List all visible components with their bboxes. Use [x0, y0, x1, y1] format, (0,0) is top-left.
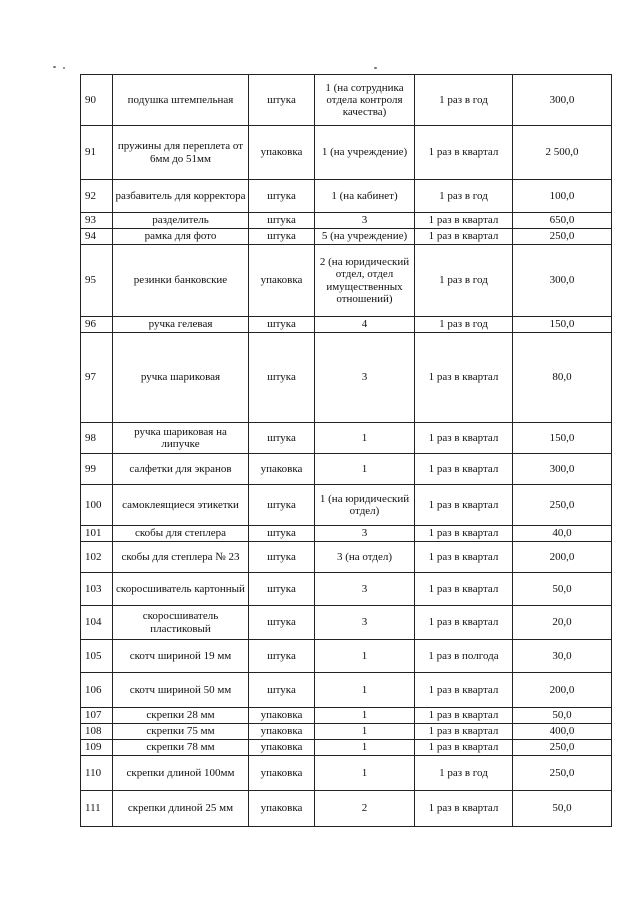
cell-period: 1 раз в квартал: [415, 526, 513, 542]
cell-period: 1 раз в квартал: [415, 126, 513, 180]
cell-period: 1 раз в полгода: [415, 640, 513, 673]
cell-price: 200,0: [513, 673, 612, 708]
cell-item-name: скотч шириной 19 мм: [113, 640, 249, 673]
cell-period: 1 раз в квартал: [415, 791, 513, 827]
cell-quantity: 1: [315, 724, 415, 740]
cell-period: 1 раз в год: [415, 245, 513, 317]
cell-period: 1 раз в квартал: [415, 542, 513, 573]
cell-number: 102: [81, 542, 113, 573]
cell-number: 91: [81, 126, 113, 180]
cell-item-name: скрепки 28 мм: [113, 708, 249, 724]
cell-quantity: 1 (на юридический отдел): [315, 485, 415, 526]
cell-quantity: 3: [315, 573, 415, 606]
cell-item-name: скобы для степлера № 23: [113, 542, 249, 573]
cell-period: 1 раз в квартал: [415, 333, 513, 423]
cell-price: 300,0: [513, 75, 612, 126]
cell-number: 107: [81, 708, 113, 724]
scan-speck: [374, 67, 377, 69]
cell-item-name: ручка шариковая на липучке: [113, 423, 249, 454]
cell-unit: упаковка: [249, 791, 315, 827]
cell-period: 1 раз в квартал: [415, 740, 513, 756]
cell-item-name: разбавитель для корректора: [113, 180, 249, 213]
table-row: [81, 606, 612, 640]
table-row: [81, 791, 612, 827]
cell-unit: штука: [249, 317, 315, 333]
table-row: [81, 526, 612, 542]
cell-unit: штука: [249, 423, 315, 454]
table-row: [81, 673, 612, 708]
cell-period: 1 раз в квартал: [415, 673, 513, 708]
cell-unit: штука: [249, 213, 315, 229]
cell-period: 1 раз в год: [415, 75, 513, 126]
cell-price: 50,0: [513, 573, 612, 606]
cell-quantity: 5 (на учреждение): [315, 229, 415, 245]
cell-item-name: скотч шириной 50 мм: [113, 673, 249, 708]
cell-quantity: 3: [315, 333, 415, 423]
table-row: [81, 708, 612, 724]
table-row: [81, 317, 612, 333]
cell-price: 300,0: [513, 454, 612, 485]
cell-quantity: 3: [315, 526, 415, 542]
cell-unit: штука: [249, 526, 315, 542]
table-row: [81, 485, 612, 526]
cell-number: 106: [81, 673, 113, 708]
scan-speck: [63, 67, 65, 69]
cell-unit: штука: [249, 606, 315, 640]
cell-unit: упаковка: [249, 245, 315, 317]
cell-price: 20,0: [513, 606, 612, 640]
cell-number: 108: [81, 724, 113, 740]
cell-item-name: резинки банковские: [113, 245, 249, 317]
cell-price: 250,0: [513, 740, 612, 756]
cell-period: 1 раз в квартал: [415, 573, 513, 606]
cell-item-name: скобы для степлера: [113, 526, 249, 542]
cell-quantity: 1: [315, 708, 415, 724]
cell-number: 101: [81, 526, 113, 542]
cell-period: 1 раз в год: [415, 756, 513, 791]
cell-unit: штука: [249, 75, 315, 126]
cell-price: 50,0: [513, 708, 612, 724]
cell-period: 1 раз в квартал: [415, 708, 513, 724]
cell-number: 98: [81, 423, 113, 454]
cell-unit: упаковка: [249, 724, 315, 740]
table-row: [81, 740, 612, 756]
cell-item-name: скоросшиватель картонный: [113, 573, 249, 606]
cell-item-name: скоросшиватель пластиковый: [113, 606, 249, 640]
cell-number: 97: [81, 333, 113, 423]
table-row: [81, 75, 612, 126]
cell-item-name: скрепки длиной 25 мм: [113, 791, 249, 827]
cell-price: 200,0: [513, 542, 612, 573]
cell-number: 110: [81, 756, 113, 791]
cell-item-name: пружины для переплета от 6мм до 51мм: [113, 126, 249, 180]
table-row: [81, 542, 612, 573]
cell-unit: упаковка: [249, 740, 315, 756]
cell-item-name: скрепки длиной 100мм: [113, 756, 249, 791]
cell-quantity: 1 (на кабинет): [315, 180, 415, 213]
cell-quantity: 3: [315, 606, 415, 640]
cell-number: 95: [81, 245, 113, 317]
cell-unit: штука: [249, 640, 315, 673]
cell-item-name: ручка шариковая: [113, 333, 249, 423]
table-row: [81, 126, 612, 180]
cell-number: 111: [81, 791, 113, 827]
cell-quantity: 1: [315, 756, 415, 791]
cell-quantity: 1 (на учреждение): [315, 126, 415, 180]
cell-unit: штука: [249, 542, 315, 573]
cell-period: 1 раз в квартал: [415, 724, 513, 740]
cell-quantity: 4: [315, 317, 415, 333]
cell-period: 1 раз в год: [415, 317, 513, 333]
cell-number: 104: [81, 606, 113, 640]
table-row: [81, 640, 612, 673]
cell-price: 250,0: [513, 756, 612, 791]
cell-quantity: 2 (на юридический отдел, отдел имущественных отношений): [315, 245, 415, 317]
cell-quantity: 1: [315, 740, 415, 756]
cell-number: 100: [81, 485, 113, 526]
scan-speck: [53, 66, 56, 68]
cell-price: 100,0: [513, 180, 612, 213]
cell-quantity: 3 (на отдел): [315, 542, 415, 573]
cell-quantity: 1: [315, 454, 415, 485]
table-row: [81, 180, 612, 213]
cell-item-name: скрепки 78 мм: [113, 740, 249, 756]
cell-number: 103: [81, 573, 113, 606]
cell-quantity: 2: [315, 791, 415, 827]
cell-period: 1 раз в квартал: [415, 606, 513, 640]
cell-period: 1 раз в квартал: [415, 423, 513, 454]
cell-unit: упаковка: [249, 756, 315, 791]
cell-number: 93: [81, 213, 113, 229]
cell-price: 250,0: [513, 485, 612, 526]
cell-price: 2 500,0: [513, 126, 612, 180]
cell-unit: упаковка: [249, 454, 315, 485]
cell-item-name: подушка штемпельная: [113, 75, 249, 126]
cell-number: 105: [81, 640, 113, 673]
cell-quantity: 1 (на сотрудника отдела контроля качества): [315, 75, 415, 126]
cell-quantity: 1: [315, 673, 415, 708]
cell-item-name: разделитель: [113, 213, 249, 229]
cell-number: 92: [81, 180, 113, 213]
cell-price: 150,0: [513, 423, 612, 454]
table-body: [81, 75, 612, 827]
cell-quantity: 1: [315, 423, 415, 454]
table-row: [81, 573, 612, 606]
cell-price: 80,0: [513, 333, 612, 423]
cell-price: 250,0: [513, 229, 612, 245]
cell-price: 50,0: [513, 791, 612, 827]
cell-item-name: ручка гелевая: [113, 317, 249, 333]
table-row: [81, 423, 612, 454]
cell-item-name: рамка для фото: [113, 229, 249, 245]
cell-price: 650,0: [513, 213, 612, 229]
cell-number: 90: [81, 75, 113, 126]
table-row: [81, 756, 612, 791]
cell-period: 1 раз в год: [415, 180, 513, 213]
cell-number: 94: [81, 229, 113, 245]
cell-number: 109: [81, 740, 113, 756]
cell-item-name: салфетки для экранов: [113, 454, 249, 485]
cell-unit: штука: [249, 573, 315, 606]
cell-item-name: скрепки 75 мм: [113, 724, 249, 740]
cell-number: 99: [81, 454, 113, 485]
cell-unit: штука: [249, 180, 315, 213]
cell-period: 1 раз в квартал: [415, 454, 513, 485]
cell-unit: упаковка: [249, 126, 315, 180]
table-row: [81, 454, 612, 485]
cell-price: 400,0: [513, 724, 612, 740]
cell-unit: упаковка: [249, 708, 315, 724]
cell-unit: штука: [249, 485, 315, 526]
table-row: [81, 229, 612, 245]
cell-quantity: 1: [315, 640, 415, 673]
cell-period: 1 раз в квартал: [415, 229, 513, 245]
cell-price: 30,0: [513, 640, 612, 673]
supplies-norms-table: [80, 74, 612, 827]
table-row: [81, 333, 612, 423]
cell-number: 96: [81, 317, 113, 333]
cell-unit: штука: [249, 333, 315, 423]
cell-item-name: самоклеящиеся этикетки: [113, 485, 249, 526]
cell-price: 300,0: [513, 245, 612, 317]
cell-price: 150,0: [513, 317, 612, 333]
table-row: [81, 724, 612, 740]
cell-unit: штука: [249, 673, 315, 708]
cell-period: 1 раз в квартал: [415, 485, 513, 526]
table-row: [81, 245, 612, 317]
cell-price: 40,0: [513, 526, 612, 542]
table-row: [81, 213, 612, 229]
cell-period: 1 раз в квартал: [415, 213, 513, 229]
cell-quantity: 3: [315, 213, 415, 229]
cell-unit: штука: [249, 229, 315, 245]
